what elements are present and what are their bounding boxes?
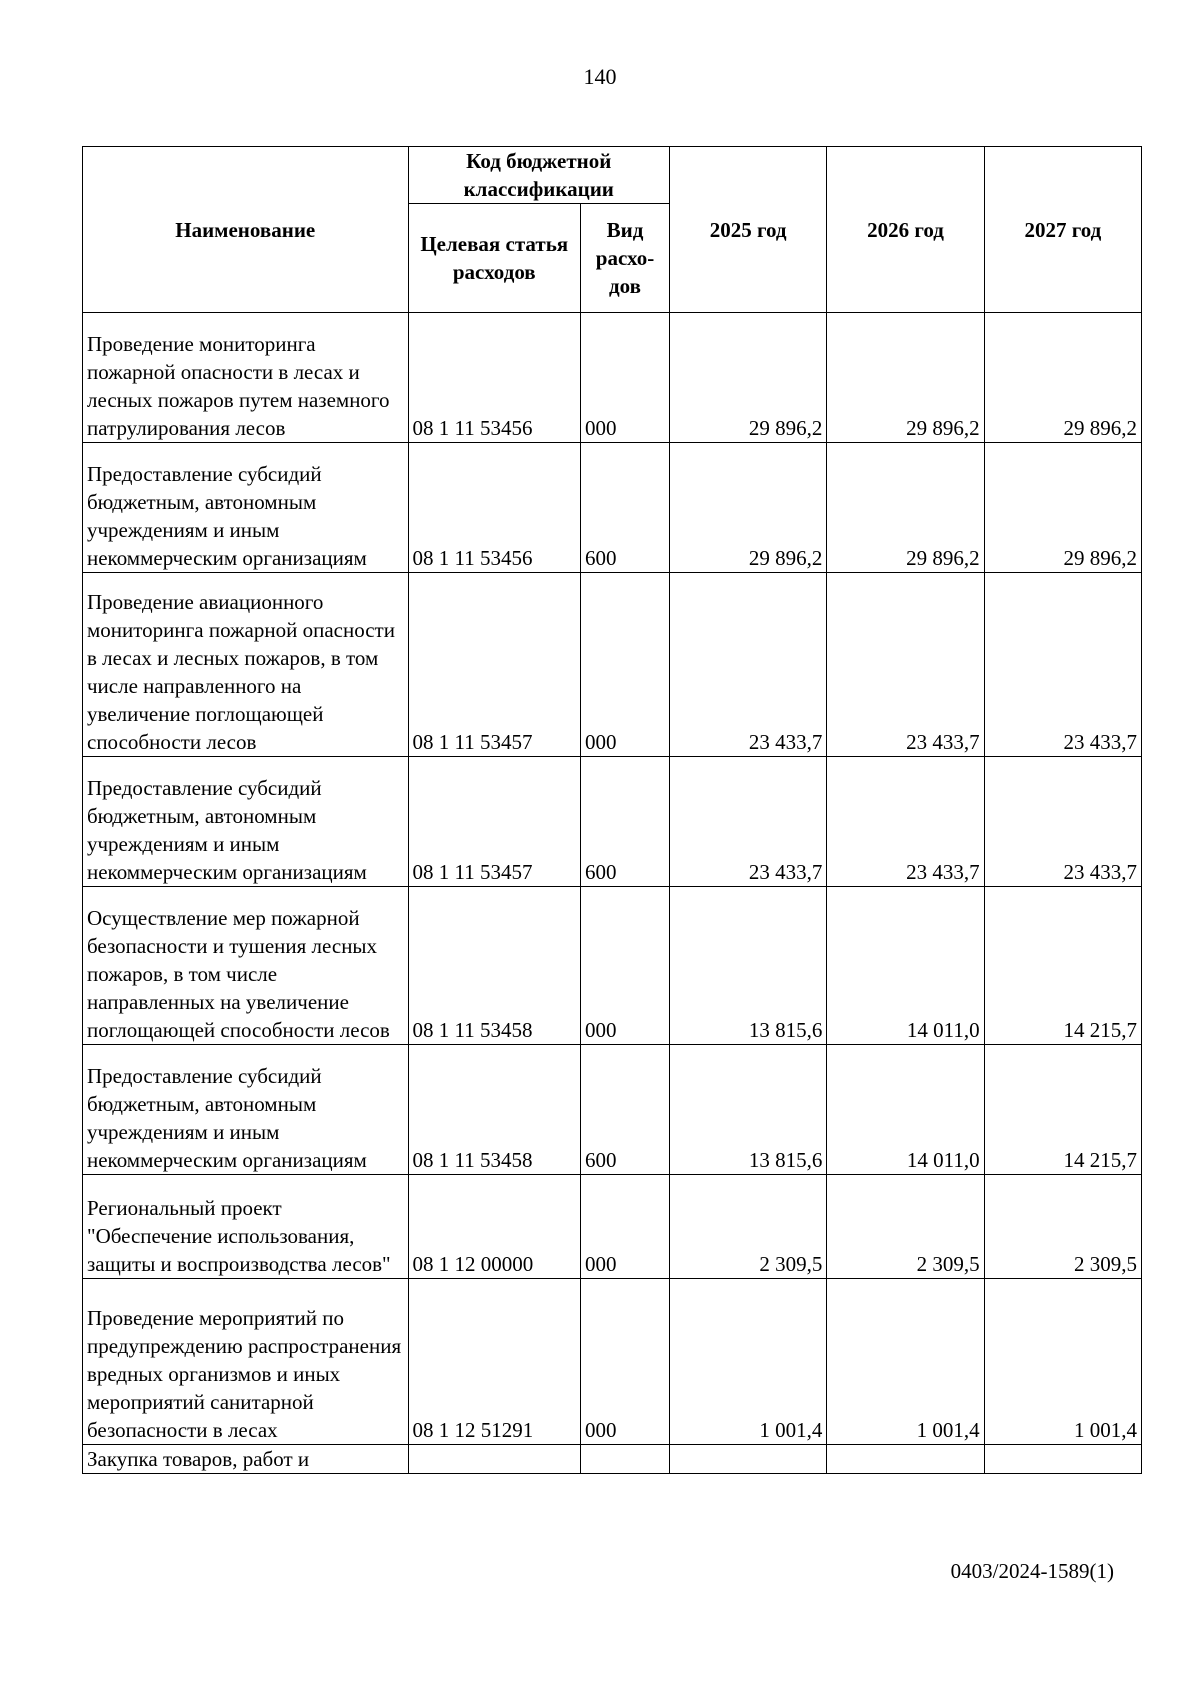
row-2026: 29 896,2 xyxy=(827,443,984,573)
row-target-code: 08 1 12 00000 xyxy=(408,1175,581,1279)
header-code-group: Код бюджетной классификации xyxy=(408,147,670,204)
row-expense-kind: 600 xyxy=(581,443,670,573)
row-target-code: 08 1 11 53456 xyxy=(408,313,581,443)
table-row xyxy=(83,1445,1142,1474)
budget-table xyxy=(82,146,1142,1474)
row-2026: 1 001,4 xyxy=(827,1279,984,1445)
row-name: Закупка товаров, работ и xyxy=(83,1445,409,1474)
row-2026: 2 309,5 xyxy=(827,1175,984,1279)
row-2027: 14 215,7 xyxy=(984,887,1141,1045)
row-name: Предоставление субсидий бюджетным, автономным учреждениям и иным некоммерческим организациям xyxy=(83,1045,409,1175)
row-2026: 29 896,2 xyxy=(827,313,984,443)
row-2025: 1 001,4 xyxy=(670,1279,827,1445)
header-expense-kind: Вид расхо-дов xyxy=(581,204,670,313)
row-2027: 29 896,2 xyxy=(984,443,1141,573)
row-expense-kind: 600 xyxy=(581,1045,670,1175)
row-2026: 23 433,7 xyxy=(827,573,984,757)
row-expense-kind: 600 xyxy=(581,757,670,887)
row-expense-kind: 000 xyxy=(581,573,670,757)
header-2026: 2026 год xyxy=(827,147,984,313)
table-row xyxy=(83,443,1142,573)
row-name: Проведение авиационного мониторинга пожарной опасности в лесах и лесных пожаров, в том числе направленного на увеличение поглощающей способности лесов xyxy=(83,573,409,757)
row-2027: 1 001,4 xyxy=(984,1279,1141,1445)
row-target-code: 08 1 11 53458 xyxy=(408,887,581,1045)
page-number: 140 xyxy=(583,64,617,89)
row-expense-kind: 000 xyxy=(581,887,670,1045)
row-2025: 2 309,5 xyxy=(670,1175,827,1279)
row-expense-kind: 000 xyxy=(581,313,670,443)
row-target-code: 08 1 11 53456 xyxy=(408,443,581,573)
row-2025: 13 815,6 xyxy=(670,887,827,1045)
row-name: Предоставление субсидий бюджетным, автономным учреждениям и иным некоммерческим организациям xyxy=(83,443,409,573)
table-row xyxy=(83,1279,1142,1445)
row-name: Региональный проект "Обеспечение использования, защиты и воспроизводства лесов" xyxy=(83,1175,409,1279)
row-2025 xyxy=(670,1445,827,1474)
row-target-code xyxy=(408,1445,581,1474)
row-2025: 23 433,7 xyxy=(670,757,827,887)
row-name: Проведение мероприятий по предупреждению распространения вредных организмов и иных мероприятий санитарной безопасности в лесах xyxy=(83,1279,409,1445)
row-expense-kind: 000 xyxy=(581,1279,670,1445)
row-name: Проведение мониторинга пожарной опасности в лесах и лесных пожаров путем наземного патрулирования лесов xyxy=(83,313,409,443)
row-2027: 23 433,7 xyxy=(984,573,1141,757)
header-target-article: Целевая статья расходов xyxy=(408,204,581,313)
row-target-code: 08 1 11 53457 xyxy=(408,757,581,887)
header-2027: 2027 год xyxy=(984,147,1141,313)
row-2026 xyxy=(827,1445,984,1474)
row-2025: 23 433,7 xyxy=(670,573,827,757)
row-2026: 23 433,7 xyxy=(827,757,984,887)
row-2027 xyxy=(984,1445,1141,1474)
row-2027: 23 433,7 xyxy=(984,757,1141,887)
row-2027: 2 309,5 xyxy=(984,1175,1141,1279)
row-name: Осуществление мер пожарной безопасности и тушения лесных пожаров, в том числе направленных на увеличение поглощающей способности лесов xyxy=(83,887,409,1045)
header-2025: 2025 год xyxy=(670,147,827,313)
row-target-code: 08 1 11 53457 xyxy=(408,573,581,757)
row-target-code: 08 1 11 53458 xyxy=(408,1045,581,1175)
row-2027: 14 215,7 xyxy=(984,1045,1141,1175)
header-name: Наименование xyxy=(83,147,409,313)
table-row xyxy=(83,757,1142,887)
row-target-code: 08 1 12 51291 xyxy=(408,1279,581,1445)
table-row xyxy=(83,573,1142,757)
row-2025: 29 896,2 xyxy=(670,313,827,443)
row-2026: 14 011,0 xyxy=(827,887,984,1045)
document-code: 0403/2024-1589(1) xyxy=(950,1559,1114,1583)
table-row xyxy=(83,1045,1142,1175)
row-2027: 29 896,2 xyxy=(984,313,1141,443)
table-row xyxy=(83,313,1142,443)
row-2025: 29 896,2 xyxy=(670,443,827,573)
row-expense-kind xyxy=(581,1445,670,1474)
table-row xyxy=(83,1175,1142,1279)
row-2026: 14 011,0 xyxy=(827,1045,984,1175)
row-expense-kind: 000 xyxy=(581,1175,670,1279)
row-name: Предоставление субсидий бюджетным, автономным учреждениям и иным некоммерческим организациям xyxy=(83,757,409,887)
row-2025: 13 815,6 xyxy=(670,1045,827,1175)
table-row xyxy=(83,887,1142,1045)
